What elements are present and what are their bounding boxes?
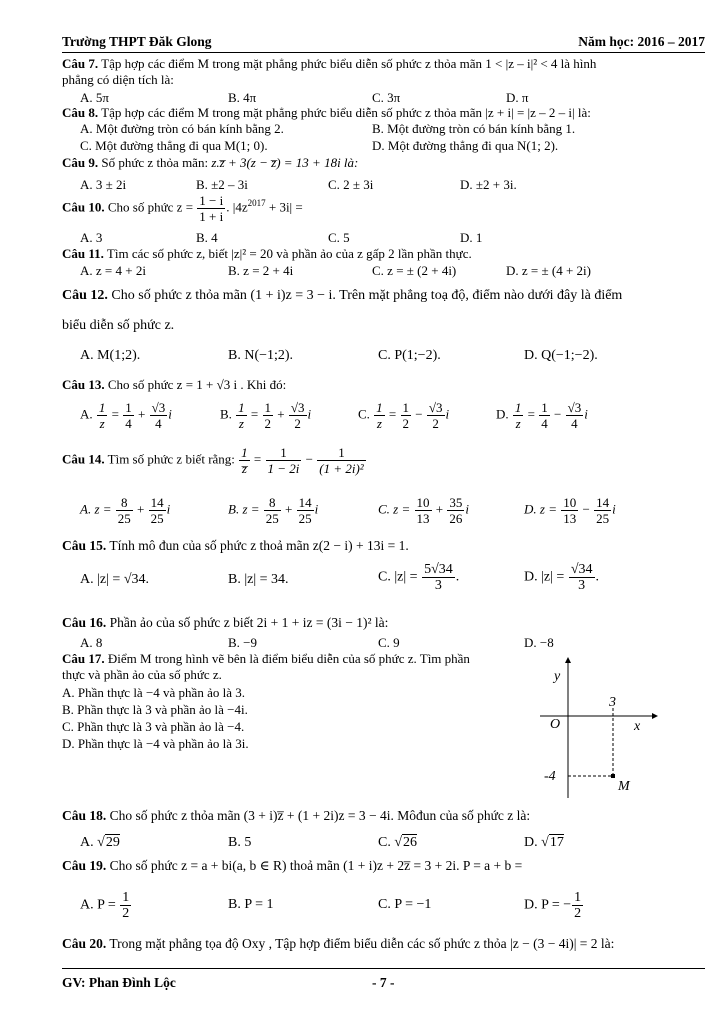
q7-stem: Câu 7. Tập hợp các điểm M trong mặt phẳng phức biểu diễn số phức z thỏa mãn 1 < |z – i|² < 4 là hình (62, 56, 597, 71)
tick-3: 3 (609, 695, 616, 710)
q17-coordinate-figure (532, 650, 662, 800)
q12-option-b: B. N(−1;2). (228, 348, 294, 363)
q12-option-c: C. P(1;−2). (378, 348, 441, 363)
q14-option-b: B. z = $\frac{8}{25}$ + $\frac{14}{25}$ i (228, 495, 319, 526)
q9-option-d: D. ±2 + 3i. (460, 177, 517, 192)
q10-stem: Câu 10. Cho số phức z = $\frac{1 - i}{1 + i}$ . $|4z^{2017} + 3i|$ = (62, 193, 303, 224)
q18-option-b: B. 5 (228, 835, 252, 850)
q18-stem: Câu 18. Cho số phức z thỏa mãn (3 + i)z̅ + (1 + 2i)z = 3 − 4i. Môđun của số phức z là: (62, 808, 531, 823)
q19-option-a: A. P = $\frac{1}{2}$ (80, 890, 130, 921)
q9-option-c: C. 2 ± 3i (328, 177, 374, 192)
q16-option-d: D. −8 (524, 635, 554, 650)
q13-option-a: A. $\frac{1}{z}$ = $\frac{1}{4}$ + $\frac{√3}{4}$ i (80, 400, 172, 431)
q19-option-b: B. P = 1 (228, 897, 274, 912)
school-name: Trường THPT Đăk Glong (62, 34, 212, 49)
q11-option-b: B. z = 2 + 4i (228, 263, 294, 278)
tick-minus4: -4 (544, 769, 556, 784)
q17-stem-cont: thực và phần ảo của số phức z. (62, 667, 222, 682)
q14-stem: Câu 14. Tìm số phức z biết rằng: $\frac{1}{z̅}$ = $\frac{1}{1 - 2i}$ − $\frac{1}{\text{(1 + 2i)²}}$ (62, 445, 364, 476)
point-m (611, 774, 615, 778)
q7-option-a: A. 5π (80, 90, 109, 105)
q17-option-a: A. Phần thực là −4 và phần ảo là 3. (62, 685, 245, 700)
q14-option-a: A. z = $\frac{8}{25}$ + $\frac{14}{25}$ i (80, 495, 171, 526)
q9-option-a: A. 3 ± 2i (80, 177, 127, 192)
q8-option-c: C. Một đường thẳng đi qua M(1; 0). (80, 138, 268, 153)
q19-option-c: C. P = −1 (378, 897, 432, 912)
q17-option-b: B. Phần thực là 3 và phần ảo là −4i. (62, 702, 248, 717)
q14-option-c: C. z = $\frac{10}{13}$ + $\frac{35}{26}$ i (378, 495, 469, 526)
q11-option-c: C. z = ± (2 + 4i) (372, 263, 457, 278)
q17-option-c: C. Phần thực là 3 và phần ảo là −4. (62, 719, 245, 734)
q14-option-d: D. z = $\frac{10}{13}$ − $\frac{14}{25}$ i (524, 495, 616, 526)
q10-option-d: D. 1 (460, 230, 483, 245)
q12-stem: Câu 12. Cho số phức z thỏa mãn (1 + i)z = 3 − i. Trên mặt phẳng toạ độ, điểm nào dưới đây là điểm (62, 288, 623, 303)
m-label: M (618, 779, 630, 794)
page-number: - 7 - (372, 975, 395, 990)
q12-option-a: A. M(1;2). (80, 348, 141, 363)
q11-option-a: A. z = 4 + 2i (80, 263, 146, 278)
x-label: x (634, 719, 641, 734)
q7-option-b: B. 4π (228, 90, 257, 105)
q7-option-c: C. 3π (372, 90, 401, 105)
q15-option-b: B. |z| = 34. (228, 572, 289, 587)
q8-option-a: A. Một đường tròn có bán kính bằng 2. (80, 121, 284, 136)
q8-stem: Câu 8. Tập hợp các điểm M trong mặt phẳng phức biểu diễn số phức z thỏa mãn |z + i| = |z – 2 – i| là: (62, 105, 591, 120)
q7-stem-cont: phẳng có diện tích là: (62, 72, 174, 87)
teacher-name: GV: Phan Đình Lộc (62, 975, 176, 990)
q9-option-b: B. ±2 – 3i (196, 177, 248, 192)
q11-stem: Câu 11. Tìm các số phức z, biết |z|² = 20 và phần ảo của z gấp 2 lần phần thực. (62, 246, 472, 261)
q16-stem: Câu 16. Phần ảo của số phức z biết 2i + 1 + iz = (3i − 1)² là: (62, 615, 389, 630)
q18-option-c: C. √26 (378, 835, 418, 850)
q13-option-c: C. $\frac{1}{z}$ = $\frac{1}{2}$ − $\frac{√3}{2}$ i (358, 400, 450, 431)
q11-option-d: D. z = ± (4 + 2i) (506, 263, 591, 278)
q20-stem: Câu 20. Trong mặt phẳng tọa độ Oxy , Tập hợp điểm biểu diễn các số phức z thỏa |z − (3 − 4i)| = 2 là: (62, 936, 615, 951)
q13-stem: Câu 13. Cho số phức z = 1 + √3 i . Khi đó: (62, 377, 287, 392)
q17-stem: Câu 17. Điểm M trong hình vẽ bên là điểm biểu diễn của số phức z. Tìm phần (62, 651, 470, 666)
q15-option-c: C. |z| = $\frac{5√34}{3}$ . (378, 562, 460, 593)
origin-label: O (550, 717, 561, 732)
q9-stem: Câu 9. Số phức z thỏa mãn: z.z̅ + 3(z − z̅) = 13 + 18i là: (62, 155, 359, 170)
page-header (62, 32, 705, 53)
q10-option-c: C. 5 (328, 230, 350, 245)
q8-option-d: D. Một đường thẳng đi qua N(1; 2). (372, 138, 559, 153)
q13-option-b: B. $\frac{1}{z}$ = $\frac{1}{2}$ + $\frac{√3}{2}$ i (220, 400, 312, 431)
q16-option-b: B. −9 (228, 635, 258, 650)
q15-stem: Câu 15. Tính mô đun của số phức z thoả mãn z(2 − i) + 13i = 1. (62, 538, 409, 553)
q10-option-b: B. 4 (196, 230, 218, 245)
q12-option-d: D. Q(−1;−2). (524, 348, 598, 363)
y-label: y (554, 669, 561, 684)
q7-option-d: D. π (506, 90, 529, 105)
q18-option-a: A. √29 (80, 835, 120, 850)
q15-option-d: D. |z| = $\frac{√34}{3}$ . (524, 562, 600, 593)
q15-option-a: A. |z| = √34. (80, 572, 150, 587)
q19-stem: Câu 19. Cho số phức z = a + bi(a, b ∈ R) thoả mãn (1 + i)z + 2z̅ = 3 + 2i. P = a + b = (62, 858, 523, 873)
q16-option-a: A. 8 (80, 635, 103, 650)
page-footer (62, 968, 705, 993)
q10-option-a: A. 3 (80, 230, 103, 245)
school-year: Năm học: 2016 – 2017 (578, 34, 705, 49)
q18-option-d: D. √17 (524, 835, 564, 850)
q19-option-d: D. P = − $\frac{1}{2}$ (524, 890, 582, 921)
q17-option-d: D. Phần thực là −4 và phần ảo là 3i. (62, 736, 249, 751)
q8-option-b: B. Một đường tròn có bán kính bằng 1. (372, 121, 576, 136)
q12-stem-cont: biểu diễn số phức z. (62, 318, 175, 333)
q16-option-c: C. 9 (378, 635, 400, 650)
q13-option-d: D. $\frac{1}{z}$ = $\frac{1}{4}$ − $\frac{√3}{4}$ i (496, 400, 588, 431)
